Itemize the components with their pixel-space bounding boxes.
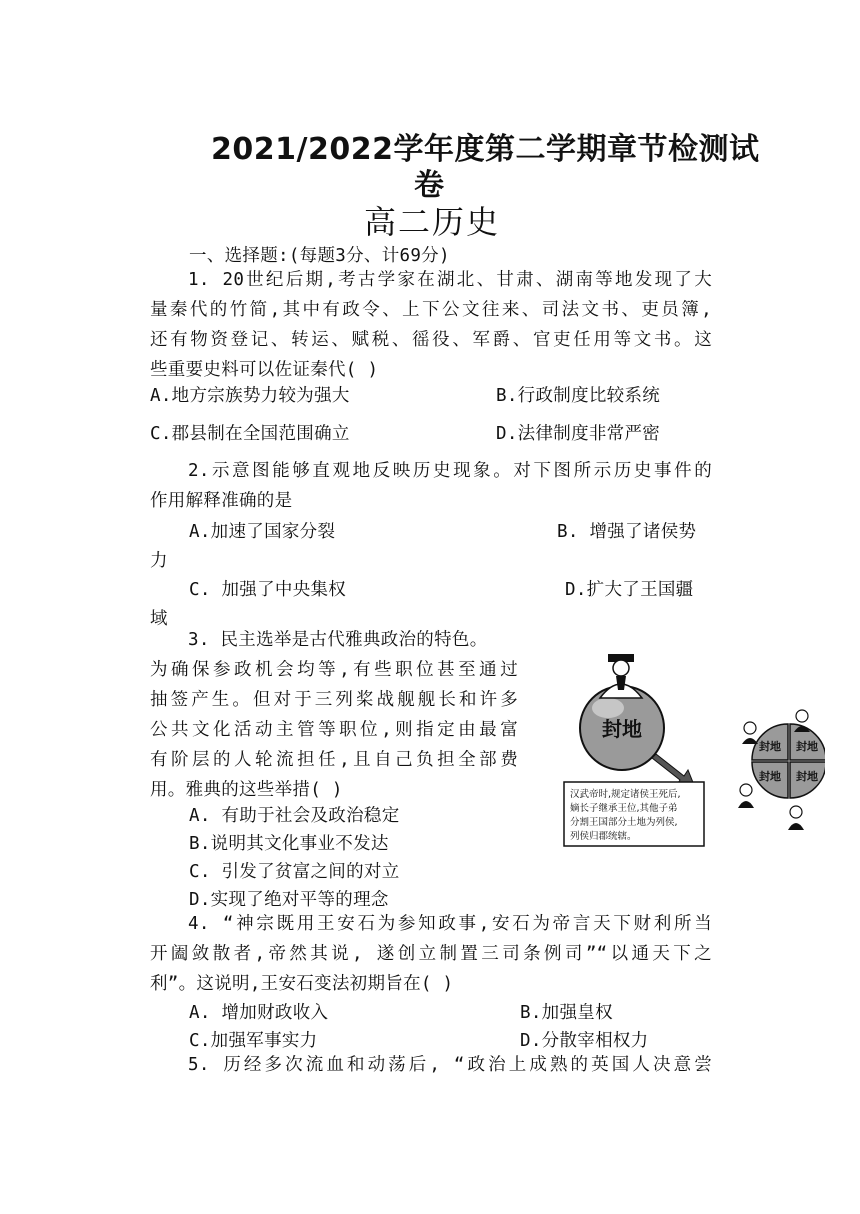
question-4-stem xyxy=(150,909,712,999)
question-3-option-d: D.实现了绝对平等的理念 xyxy=(189,890,389,910)
stem-line: 还有物资登记、转运、赋税、徭役、军爵、官吏任用等文书。这 xyxy=(150,330,712,350)
question-3-stem xyxy=(150,625,518,805)
stem-line: 4. “神宗既用王安石为参知政事,安石为帝言天下财利所当 xyxy=(188,914,712,934)
caption-line: 列侯归郡统辖。 xyxy=(570,831,637,842)
question-1-option-c: C.郡县制在全国范围确立 xyxy=(150,424,350,444)
stem-line: 用。雅典的这些举措( ) xyxy=(150,780,343,800)
stem-line: 量秦代的竹简,其中有政令、上下公文往来、司法文书、吏员簿, xyxy=(150,300,712,320)
stem-line: 开阖敛散者,帝然其说, 遂创立制置三司条例司”“以通天下之 xyxy=(150,944,712,964)
page-title: 2021/2022学年度第二学期章节检测试 xyxy=(211,132,760,167)
caption-line: 嫡长子继承王位,其他子弟 xyxy=(570,803,678,814)
stem-line: 作用解释准确的是 xyxy=(150,491,293,511)
stem-line: 2.示意图能够直观地反映历史现象。对下图所示历史事件的 xyxy=(188,461,712,481)
question-4-option-d: D.分散宰相权力 xyxy=(520,1031,649,1051)
question-1-option-d: D.法律制度非常严密 xyxy=(496,424,661,444)
question-2-option-a: A.加速了国家分裂 xyxy=(189,522,336,542)
question-3-option-b: B.说明其文化事业不发达 xyxy=(189,834,389,854)
question-1-option-a: A.地方宗族势力较为强大 xyxy=(150,386,350,406)
fief-quadrant-label: 封地 xyxy=(796,770,818,783)
question-1-stem xyxy=(150,265,712,385)
caption-line: 分割王国部分土地为列侯, xyxy=(570,817,678,828)
question-3-option-c: C. 引发了贫富之间的对立 xyxy=(189,862,400,882)
question-4-option-c: C.加强军事实力 xyxy=(189,1031,318,1051)
question-4-option-a: A. 增加财政收入 xyxy=(189,1003,329,1023)
feudal-land-diagram xyxy=(560,640,825,850)
question-2-option-b: B. 增强了诸侯势 xyxy=(557,522,697,542)
stem-line: 1. 20世纪后期,考古学家在湖北、甘肃、湖南等地发现了大 xyxy=(188,270,712,290)
stem-line: 为确保参政机会均等,有些职位甚至通过 xyxy=(150,660,518,680)
diagram-svg xyxy=(560,640,825,850)
fief-quadrant-label: 封地 xyxy=(759,740,781,753)
emperor-figure-icon xyxy=(600,654,642,698)
fief-quadrant-label: 封地 xyxy=(759,770,781,783)
question-2-option-b-wrap: 力 xyxy=(150,551,168,571)
fief-quadrant-label: 封地 xyxy=(796,740,818,753)
subject-title: 高二历史 xyxy=(364,203,501,241)
stem-line: 5. 历经多次流血和动荡后, “政治上成熟的英国人决意尝 xyxy=(188,1055,712,1075)
question-2-option-d: D.扩大了王国疆 xyxy=(565,580,694,600)
big-fief-label: 封地 xyxy=(602,717,642,741)
question-3-option-a: A. 有助于社会及政治稳定 xyxy=(189,806,400,826)
stem-line: 有阶层的人轮流担任,且自己负担全部费 xyxy=(150,750,518,770)
divided-fief-sphere xyxy=(752,724,825,798)
question-5-stem xyxy=(150,1050,712,1080)
page-title-continued: 卷 xyxy=(414,168,445,203)
question-1-option-b: B.行政制度比较系统 xyxy=(496,386,661,406)
question-2-option-c: C. 加强了中央集权 xyxy=(189,580,347,600)
question-2-stem xyxy=(150,456,712,516)
stem-line: 3. 民主选举是古代雅典政治的特色。 xyxy=(188,630,488,650)
question-2-option-d-wrap: 域 xyxy=(150,609,168,629)
stem-line: 抽签产生。但对于三列桨战舰舰长和许多 xyxy=(150,690,518,710)
stem-line: 公共文化活动主管等职位,则指定由最富 xyxy=(150,720,518,740)
caption-line: 汉武帝时,规定诸侯王死后, xyxy=(570,789,681,800)
question-4-option-b: B.加强皇权 xyxy=(520,1003,613,1023)
section-heading: 一、选择题:(每题3分、计69分) xyxy=(189,246,450,266)
sphere-highlight xyxy=(592,698,624,718)
stem-line: 利”。这说明,王安石变法初期旨在( ) xyxy=(150,974,454,994)
stem-line: 些重要史料可以佐证秦代( ) xyxy=(150,360,379,380)
